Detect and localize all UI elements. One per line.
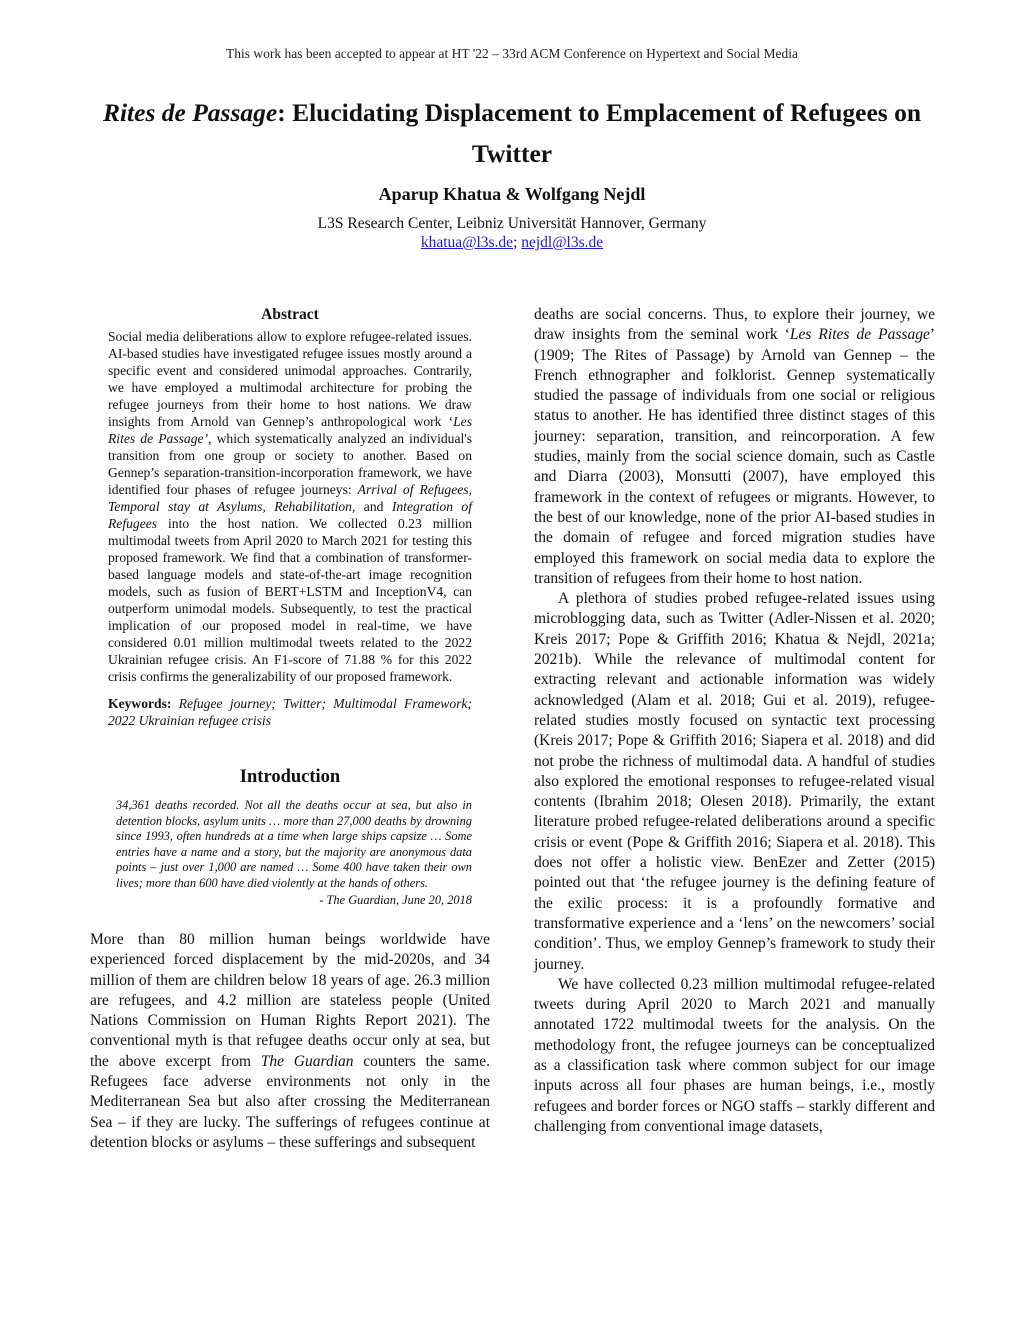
abstract-text-a: Social media deliberations allow to explore refugee-related issues. AI-based studies have investigated refugee issues mostly around a specific event and considered unimodal approaches. Contrarily, we have employed a multimodal architecture for probing the refugee journeys from their home to host nations. We draw insights from Arnold van Gennep’s anthropological work ‘ [108, 329, 472, 429]
keywords-label: Keywords: [108, 696, 172, 711]
epigraph-source: - The Guardian, June 20, 2018 [319, 893, 472, 907]
para1-guardian: The Guardian [260, 1052, 354, 1070]
para1-text-a: More than 80 million human beings worldwide have experienced forced displacement by the mid-2020s, and 34 million of them are children below 18 years of age. 26.3 million are refugees, and 4.2 million are stateless people (United Nations Commission on Human Rights Report 2021). The conventional myth is that refugee deaths occur only at sea, but the above excerpt from [90, 931, 490, 1070]
keywords-text: Refugee journey; Twitter; Multimodal Framework; 2022 Ukrainian refugee crisis [108, 696, 472, 728]
title-italic-part: Rites de Passage [102, 98, 278, 127]
author-list: Aparup Khatua & Wolfgang Nejdl [378, 184, 646, 204]
intro-paragraph-1-start [90, 930, 490, 1153]
affiliation-block [0, 214, 1024, 252]
phase-sep-3: and [355, 499, 392, 514]
running-header: This work has been accepted to appear at HT '22 – 33rd ACM Conference on Hypertext and Social Media [225, 46, 798, 61]
email-separator: ; [513, 234, 522, 251]
email-link-nejdl[interactable]: nejdl@l3s.de [521, 234, 604, 251]
keywords [108, 695, 472, 729]
phase-sep-2: , [262, 499, 275, 514]
phase-sep-1: , [468, 482, 472, 497]
email-line [0, 233, 1024, 252]
para1-text-b: counters the same. Refugees face adverse environments not only in the Mediterranean Sea but also after crossing the Mediterranean Sea – if they are lucky. The sufferings of refugees continue at detention blocks or asylums – these sufferings and subsequent [90, 1052, 490, 1151]
abstract-work-title: Les Rites de Passage’ [108, 414, 472, 446]
abstract-text-c: into the host nation. We collected 0.23 million multimodal tweets from April 2020 to March 2021 for testing this proposed framework. We find that a combination of transformer-based language models and state-of-the-art image recognition models, such as fusion of BERT+LSTM and InceptionV4, can outperform unimodal models. Subsequently, to test the practical implication of our proposed model in real-time, we have considered 0.01 million multimodal tweets related to the 2022 Ukrainian refugee crisis. An F1-score of 71.88 % for this 2022 crisis confirms the generalizability of our proposed framework. [108, 516, 472, 684]
right-column [534, 305, 935, 1137]
phase-temporal-stay: Temporal stay at Asylums [108, 499, 263, 514]
email-link-khatua[interactable]: khatua@l3s.de [420, 234, 514, 251]
abstract-body [108, 328, 472, 685]
paper-title [80, 92, 944, 174]
phase-integration: Integration of Refugees [108, 499, 472, 531]
title-rest: : Elucidating Displacement to Emplacement of Refugees on Twitter [277, 98, 922, 168]
introduction-heading: Introduction [239, 767, 341, 787]
intro-paragraph-3: We have collected 0.23 million multimodal refugee-related tweets during April 2020 to March 2021 and manually annotated 1722 multimodal tweets for the analysis. On the methodology front, the refugee journeys can be conceptualized as a classification task where common subject for our image inputs across all four phases are human beings, i.e., mostly refugees and border forces or NGO staffs – starkly different and challenging from conventional image datasets, [534, 975, 935, 1135]
phase-arrival: Arrival of Refugees [357, 482, 469, 497]
affiliation: L3S Research Center, Leibniz Universität Hannover, Germany [317, 215, 707, 232]
abstract-heading: Abstract [261, 306, 319, 323]
epigraph-quote: 34,361 deaths recorded. Not all the deaths occur at sea, but also in detention blocks, asylum units … more than 27,000 deaths by drowning since 1993, often hundreds at a time when large ships capsize … Some entries have a name and a story, but the majority are anonymous data points – just over 1,000 are named … Some 400 have taken their own lives; more than 600 have died violently at the hands of others. [116, 798, 472, 890]
para1-text-b-cont: deaths are social concerns. Thus, to explore their journey, we draw insights from the seminal work ‘ [534, 306, 935, 344]
para1-text-c-cont: ’ (1909; The Rites of Passage) by Arnold van Gennep – the French ethnographer and folklorist. Gennep systematically studied the passage of individuals from one social or religious status to another. He has identified three distinct stages of this journey: separation, transition, and reincorporation. A few studies, mainly from the social science domain, such as Castle and Diarra (2003), Monsutti (2007), have employed this framework in the context of refugees or migrants. However, to the best of our knowledge, none of the prior AI-based studies in the domain of refugee and forced migration studies have employed this framework on social media data to explore the transition of refugees from their home to host nation. [534, 326, 935, 587]
phase-rehabilitation: Rehabilitation, [274, 499, 356, 514]
para1-rites-title-cont: Les Rites de Passage [789, 326, 930, 344]
left-column [90, 306, 490, 1153]
abstract-text-b: , which systematically analyzed an individual's transition from one group or society to another. Based on Gennep’s separation-transition-incorporation framework, we have identified four phases of refugee journeys: [108, 431, 473, 497]
intro-paragraph-1-continued [534, 305, 935, 589]
intro-paragraph-2: A plethora of studies probed refugee-related issues using microblogging data, such as Twitter (Adler-Nissen et al. 2020; Kreis 2017; Pope & Griffith 2016; Khatua & Nejdl, 2021a; 2021b). While the relevance of multimodal content for extracting relevant and actionable information was widely acknowledged (Alam et al. 2018; Gui et al. 2019), refugee-related studies mostly focused on syntactic text processing (Kreis 2017; Pope & Griffith 2016; Siapera et al. 2018) and did not probe the richness of multimodal data. A handful of studies also explored the emotional responses to refugee-related visual contents (Ibrahim 2018; Olesen 2018). Primarily, the extant literature probed refugee-related deliberations around a specific crisis or event (Pope & Griffith 2016; Siapera et al. 2018). This does not offer a holistic view. BenEzer and Zetter (2015) pointed out that ‘the refugee journey is the defining feature of the exilic process: it is a profoundly formative and transformative experience and a ‘lens’ on the newcomers’ social condition’. Thus, we employ Gennep’s framework to study their journey. [534, 590, 935, 973]
